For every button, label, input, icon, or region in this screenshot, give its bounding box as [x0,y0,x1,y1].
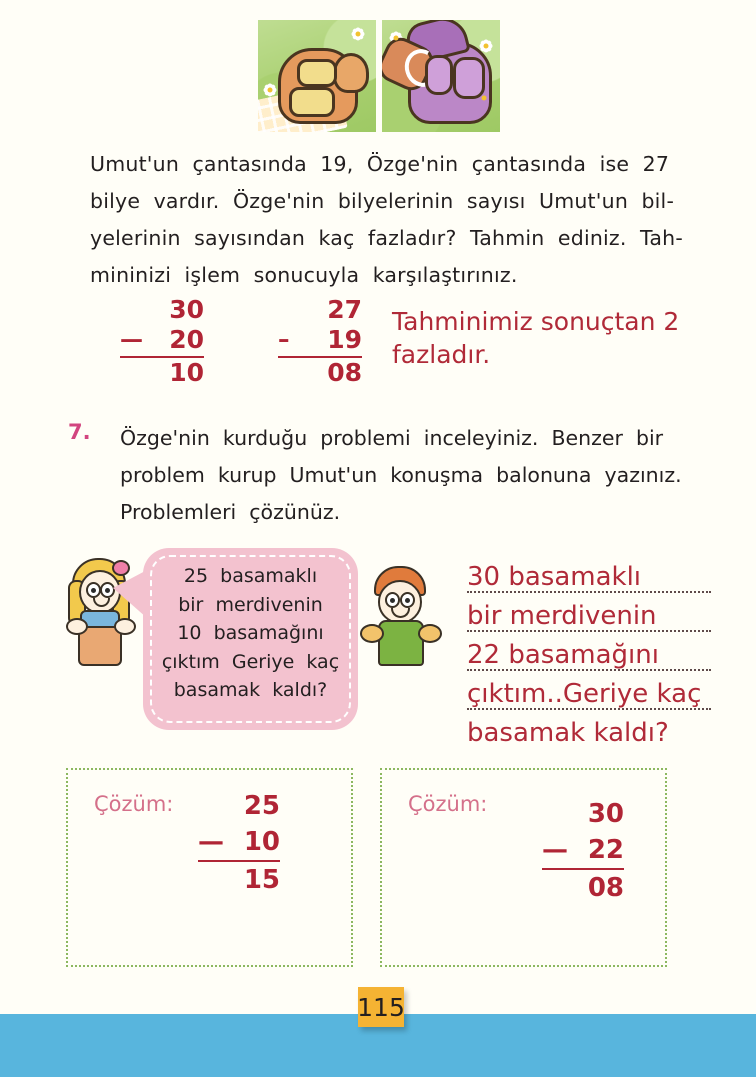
problem-line: Umut'un çantasında 19, Özge'nin çantasında ise 27 [90,152,670,176]
backpack-pocket [297,59,337,87]
actual-calculation [278,295,362,388]
solution-right-result: 08 [587,873,624,903]
handwritten-line: bir merdivenin [467,597,717,636]
bubble-line: 25 basamaklı [183,565,318,587]
question-line: problem kurup Umut'un konuşma balonuna yazınız. [120,463,682,487]
solution-left-bottom: 10 [243,827,280,857]
question-text [120,420,682,531]
backpack-purple [408,42,492,124]
speech-bubble-girl [143,548,358,730]
solution-label: Çözüm: [408,792,488,816]
solution-left-top: 25 [243,791,280,821]
solution-right-calculation [542,796,624,906]
boy-eye-left [385,592,400,608]
solution-box-right [380,768,667,967]
comparison-note [392,305,722,371]
speech-bubble-text [155,562,346,705]
solution-right-top: 30 [587,799,624,829]
solution-right-minus-sign: — [542,835,568,865]
backpack-strap [333,53,369,93]
solution-right-bottom: 22 [587,835,624,865]
speech-bubble-tail [113,570,147,618]
bubble-line: çıktım Geriye kaç [161,650,340,673]
problem-line: bilye vardır. Özge'nin bilyelerinin sayısı Umut'un bil- [90,189,675,213]
estimate-top: 30 [169,295,204,324]
handwritten-line: 30 basamaklı [467,558,717,597]
illustration-strip [258,20,500,132]
comparison-note-line: fazladır. [392,340,491,369]
boy-character [358,566,440,666]
question-line: Problemleri çözünüz. [120,500,341,524]
solution-left-calculation [198,788,280,898]
estimate-calculation [120,295,204,388]
boy-hand-right [418,624,442,643]
solution-left-minus-sign: — [198,827,224,857]
estimate-bottom: 20 [169,325,204,354]
problem-line: yelerinin sayısından kaç fazladır? Tahmin ediniz. Tah- [90,226,683,250]
boy-eye-right [400,592,415,608]
bubble-line: 10 basamağını [177,622,324,644]
backpack-orange-image [258,20,376,132]
actual-result: 08 [327,358,362,387]
handwritten-line: çıktım..Geriye kaç [467,675,717,714]
solution-box-left [66,768,353,967]
question-number: 7. [68,420,91,444]
girl-hand-right [114,618,136,635]
girl-hand-left [66,618,88,635]
comparison-note-line: Tahminimiz sonuçtan 2 [392,307,680,336]
bubble-line: bir merdivenin [178,593,323,616]
boy-hand-left [360,624,384,643]
backpack-pocket [289,87,335,117]
girl-eye-left [86,582,101,598]
boy-shirt [378,620,424,666]
daisy-icon [262,82,277,97]
problem-line: mininizi işlem sonucuyla karşılaştırınız. [90,263,518,287]
handwritten-line: 22 basamağını [467,636,717,675]
handwritten-answer [467,558,717,753]
problem-text [90,146,683,294]
actual-top: 27 [327,295,362,324]
page-number: 115 [358,987,404,1027]
backpack-pocket [453,57,485,99]
solution-left-result: 15 [243,865,280,895]
backpack-purple-image [382,20,500,132]
question-line: Özge'nin kurduğu problemi inceleyiniz. Benzer bir [120,426,664,450]
actual-bottom: 19 [327,325,362,354]
estimate-result: 10 [169,358,204,387]
estimate-minus-sign: — [120,327,143,353]
handwritten-line: basamak kaldı? [467,718,669,748]
solution-label: Çözüm: [94,792,174,816]
backpack-orange [278,48,358,124]
actual-minus-sign: – [278,327,290,353]
bubble-line: basamak kaldı? [173,679,328,701]
backpack-pocket [425,55,453,95]
daisy-icon [350,26,365,41]
